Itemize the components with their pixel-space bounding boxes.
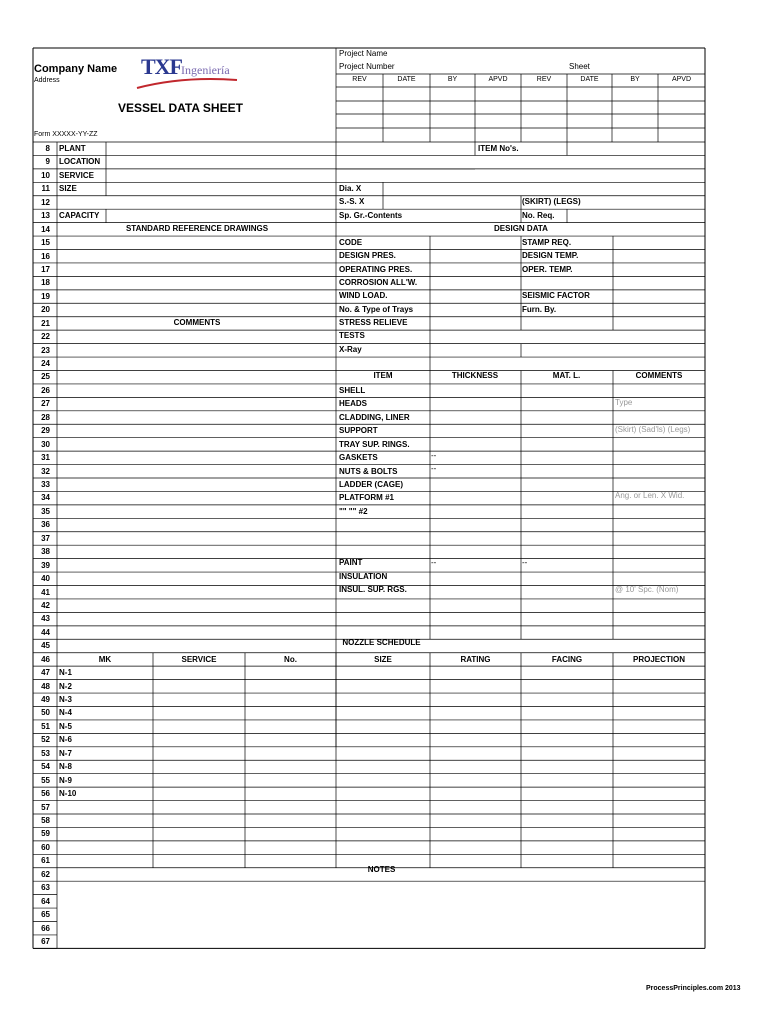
revision-column-header: DATE [397, 76, 416, 83]
material-item-label: NUTS & BOLTS [339, 466, 398, 476]
row-number: 15 [41, 238, 50, 248]
row-number: 13 [41, 211, 50, 221]
row-number: 47 [41, 668, 50, 678]
row-number: 57 [41, 802, 50, 812]
row-number: 58 [41, 816, 50, 825]
project-number-label: Project Number [339, 62, 395, 71]
row-number: 24 [41, 359, 50, 369]
nozzle-column-header: RATING [460, 654, 491, 664]
row-number: 51 [41, 721, 50, 731]
row-number: 59 [41, 829, 50, 839]
gaskets-dash: -- [431, 451, 437, 460]
std-drawings-header: STANDARD REFERENCE DRAWINGS [125, 224, 269, 233]
design-data-header: DESIGN DATA [494, 224, 548, 233]
row-number: 21 [41, 318, 50, 328]
nozzle-column-header: No. [284, 654, 297, 664]
row-number: 16 [41, 251, 50, 261]
material-item-label: HEADS [339, 399, 368, 409]
sp-gr-label: Sp. Gr.-Contents [339, 211, 403, 220]
nozzle-mark: N-8 [59, 762, 72, 772]
footer-credit: ProcessPrinciples.com 2013 [646, 985, 741, 992]
mat-thickness-header: THICKNESS [451, 371, 499, 380]
insul-hint: @ 10' Spc. (Nom) [615, 585, 679, 594]
row-number: 20 [41, 305, 50, 315]
paint-label: PAINT [339, 558, 363, 567]
row-number: 12 [41, 197, 50, 207]
nozzle-column-header: PROJECTION [632, 654, 685, 664]
row-number: 36 [41, 520, 50, 530]
row-number: 18 [41, 278, 50, 288]
tests-label: TESTS [339, 331, 365, 340]
seismic-label: SEISMIC FACTOR [522, 291, 590, 300]
material-item-label: TRAY SUP. RINGS. [339, 439, 410, 449]
row-number: 14 [41, 224, 50, 234]
oper-temp-label: OPER. TEMP. [522, 265, 573, 274]
row-number: 60 [41, 842, 50, 852]
comments-header: COMMENTS [173, 318, 221, 327]
skirt-legs-label: (SKIRT) (LEGS) [522, 197, 581, 206]
material-item-label: LADDER (CAGE) [339, 480, 403, 489]
design-pres-label: DESIGN PRES. [339, 251, 396, 260]
row-number: 48 [41, 681, 50, 691]
company-name: Company Name [34, 63, 118, 75]
row-number: 11 [41, 184, 50, 194]
code-label: CODE [339, 238, 363, 247]
nozzle-mark: N-1 [59, 668, 72, 678]
size-label: SIZE [59, 184, 77, 193]
nozzle-mark: N-7 [59, 748, 72, 758]
revision-column-header: APVD [671, 76, 692, 83]
row-number: 53 [41, 748, 50, 758]
nozzle-mark: N-10 [59, 789, 77, 799]
row-number: 22 [41, 332, 50, 342]
row-number: 64 [41, 896, 50, 906]
row-number: 67 [41, 936, 50, 946]
material-item-label: SHELL [339, 385, 366, 395]
no-req-label: No. Req. [522, 211, 555, 220]
insul-sup-label: INSUL. SUP. RGS. [339, 585, 407, 594]
row-number: 43 [41, 614, 50, 624]
row-number: 29 [41, 426, 50, 436]
logo-subtitle: Ingeniería [181, 63, 230, 77]
row-number: 26 [41, 385, 50, 395]
nozzle-column-header: SIZE [374, 654, 392, 664]
nozzle-column-header: SERVICE [181, 654, 217, 664]
material-item-label: SUPPORT [339, 426, 378, 436]
row-number: 52 [41, 735, 50, 745]
row-number: 66 [41, 923, 50, 933]
nozzle-mark: N-6 [59, 735, 72, 745]
xray-label: X-Ray [339, 345, 362, 354]
mat-material-header: MAT. L. [552, 371, 581, 380]
row-number: 30 [41, 439, 50, 449]
trays-label: No. & Type of Trays [339, 305, 414, 314]
row-number: 38 [41, 547, 50, 557]
row-number: 42 [41, 600, 50, 610]
row-number: 9 [45, 157, 50, 167]
capacity-label: CAPACITY [59, 211, 100, 220]
dia-label: Dia. X [339, 184, 362, 193]
row-number: 63 [41, 883, 50, 893]
company-address: Address [34, 77, 60, 84]
insulation-label: INSULATION [339, 572, 388, 581]
ss-label: S.-S. X [339, 197, 365, 206]
row-number: 39 [41, 560, 50, 570]
nozzle-mark: N-3 [59, 695, 72, 705]
material-item-label: GASKETS [339, 453, 378, 463]
row-number: 44 [41, 627, 50, 637]
row-number: 56 [41, 789, 50, 799]
row-number: 54 [41, 762, 50, 772]
row-number: 25 [41, 372, 50, 382]
row-number: 41 [41, 587, 50, 597]
row-number: 32 [41, 466, 50, 476]
design-temp-label: DESIGN TEMP. [522, 251, 579, 260]
row-number: 19 [41, 291, 50, 301]
operating-pres-label: OPERATING PRES. [339, 265, 413, 274]
row-number: 37 [41, 533, 50, 543]
row-number: 10 [41, 170, 50, 180]
row-number: 17 [41, 264, 50, 274]
nozzle-column-header: FACING [551, 654, 583, 664]
bolts-dash: -- [431, 464, 437, 473]
corrosion-label: CORROSION ALL'W. [339, 278, 418, 287]
plant-label: PLANT [59, 144, 86, 153]
nozzle-mark: N-9 [59, 775, 72, 785]
row-number: 34 [41, 493, 50, 503]
row-number: 27 [41, 399, 50, 409]
item-nos-label: ITEM No's. [478, 144, 519, 153]
paint-dash-2: -- [522, 558, 528, 567]
nozzle-column-header: MK [98, 654, 112, 664]
material-item-label: PLATFORM #1 [339, 493, 394, 503]
type-hint: Type [615, 398, 633, 407]
row-number: 33 [41, 480, 50, 489]
revision-column-header: APVD [488, 76, 508, 83]
nozzle-schedule-header: NOZZLE SCHEDULE [342, 638, 421, 647]
row-number: 35 [41, 506, 50, 516]
project-name-label: Project Name [339, 49, 388, 58]
notes-header: NOTES [367, 865, 396, 874]
location-label: LOCATION [59, 157, 101, 166]
mat-item-header: ITEM [373, 371, 393, 380]
nozzle-mark: N-4 [59, 708, 72, 718]
logo-mark: TXF [141, 54, 182, 79]
material-item-label: CLADDING, LINER [339, 412, 410, 422]
service-label: SERVICE [59, 171, 94, 180]
nozzle-mark: N-5 [59, 721, 72, 731]
row-number: 62 [41, 869, 50, 879]
revision-column-header: BY [630, 76, 640, 83]
revision-column-header: BY [447, 76, 458, 83]
revision-column-header: REV [352, 76, 367, 83]
stamp-req-label: STAMP REQ. [522, 238, 572, 247]
row-number: 55 [41, 775, 50, 785]
mat-comments-header: COMMENTS [635, 371, 683, 380]
material-item-label: "" "" #2 [339, 506, 368, 516]
revision-column-header: REV [536, 76, 552, 83]
row-number: 31 [41, 453, 50, 463]
row-number: 40 [41, 574, 50, 584]
form-number: Form XXXXX-YY-ZZ [34, 131, 98, 138]
sheet-label: Sheet [569, 62, 590, 71]
platform-hint: Ang. or Len. X Wid. [615, 491, 685, 500]
row-number: 45 [41, 641, 50, 651]
row-number: 28 [41, 412, 50, 422]
furn-by-label: Furn. By. [522, 305, 557, 314]
row-number: 61 [41, 856, 50, 866]
row-number: 8 [45, 144, 50, 153]
row-number: 46 [41, 654, 50, 664]
row-number: 50 [41, 708, 50, 718]
stress-relieve-label: STRESS RELIEVE [339, 318, 408, 327]
wind-load-label: WIND LOAD. [339, 291, 388, 300]
row-number: 23 [41, 345, 50, 355]
support-hint: (Skirt) (Sad'ls) (Legs) [615, 425, 691, 434]
paint-dash-1: -- [431, 558, 437, 567]
row-number: 65 [41, 910, 50, 920]
revision-column-header: DATE [580, 76, 599, 83]
document-title: VESSEL DATA SHEET [118, 101, 243, 115]
nozzle-mark: N-2 [59, 681, 72, 691]
row-number: 49 [41, 695, 50, 705]
